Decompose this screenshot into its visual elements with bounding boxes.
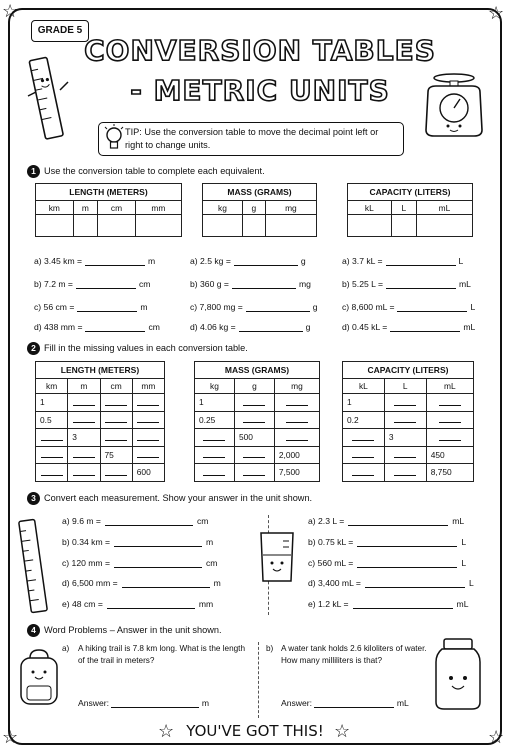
answer-blank[interactable] — [314, 697, 394, 708]
equivalent-prompt: c) 56 cm = — [34, 302, 75, 312]
beaker-mascot-icon — [253, 527, 301, 585]
section-heading: Word Problems – Answer in the unit shown. — [44, 625, 222, 635]
answer-blank[interactable] — [246, 302, 310, 312]
missing-value-cell[interactable] — [36, 464, 68, 482]
column-header: g — [242, 201, 265, 215]
table-row — [195, 394, 320, 412]
convert-item — [308, 599, 468, 609]
table-row — [343, 411, 474, 429]
answer-unit: mm — [198, 599, 214, 609]
missing-value-cell[interactable] — [234, 464, 274, 482]
table-row — [343, 394, 474, 412]
word-problem-b: A water tank holds 2.6 kiloliters of water. How many milliliters is that? — [281, 644, 427, 665]
answer-label: Answer: — [78, 698, 110, 708]
answer-blank[interactable] — [137, 397, 159, 406]
section-number: 4 — [27, 624, 40, 637]
answer-blank[interactable] — [137, 432, 159, 441]
answer-unit: L — [461, 537, 467, 547]
answer-unit: mL — [459, 279, 471, 289]
convert-item — [62, 537, 213, 547]
answer-blank[interactable] — [439, 432, 461, 441]
missing-value-cell[interactable] — [426, 411, 473, 429]
table-caption: LENGTH (METERS) — [36, 184, 182, 201]
table-row — [36, 464, 165, 482]
answer-blank[interactable] — [243, 397, 265, 406]
missing-value-cell[interactable] — [343, 429, 385, 447]
conversion-table — [194, 361, 320, 482]
answer-blank[interactable] — [203, 467, 225, 476]
section-number: 2 — [27, 342, 40, 355]
answer-blank[interactable] — [286, 414, 308, 423]
missing-value-cell[interactable] — [274, 394, 319, 412]
equivalent-prompt: c) 8,600 mL = — [342, 302, 395, 312]
answer-unit: mL — [463, 322, 476, 332]
answer-blank[interactable] — [243, 449, 265, 458]
table-row — [36, 394, 165, 412]
given-value: 2,000 — [274, 446, 319, 464]
equivalent-prompt: a) 2.5 kg = — [190, 256, 231, 266]
answer-unit: m — [148, 256, 156, 266]
answer-blank[interactable] — [137, 449, 159, 458]
given-value: 1 — [36, 394, 68, 412]
convert-prompt: d) 3,400 mL = — [308, 578, 361, 588]
section-number: 3 — [27, 492, 40, 505]
answer-unit: L — [458, 256, 464, 266]
table-caption: CAPACITY (LITERS) — [348, 184, 473, 201]
capacity-table — [347, 183, 473, 237]
answer-blank[interactable] — [203, 449, 225, 458]
convert-prompt: e) 48 cm = — [62, 599, 103, 609]
answer-unit: cm — [148, 322, 160, 332]
table-row — [36, 411, 165, 429]
column-header: cm — [98, 201, 136, 215]
answer-unit: mg — [298, 279, 311, 289]
convert-prompt: b) 0.34 km = — [62, 537, 111, 547]
convert-prompt: b) 0.75 kL = — [308, 537, 354, 547]
answer-blank[interactable] — [41, 449, 63, 458]
answer-blank[interactable] — [73, 467, 95, 476]
column-header: km — [36, 379, 68, 394]
answer-blank[interactable] — [41, 432, 63, 441]
table-cell[interactable] — [391, 215, 416, 237]
given-value: 0.5 — [36, 411, 68, 429]
missing-value-cell[interactable] — [132, 394, 164, 412]
section-heading: Convert each measurement. Show your answer in the unit shown. — [44, 493, 313, 503]
given-value: 1 — [343, 394, 385, 412]
convert-item — [308, 537, 466, 547]
answer-blank[interactable] — [352, 432, 374, 441]
answer-unit: m — [213, 578, 221, 588]
missing-value-cell[interactable] — [274, 429, 319, 447]
convert-item — [62, 578, 221, 588]
answer-blank[interactable] — [353, 599, 453, 609]
missing-value-cell[interactable] — [100, 429, 132, 447]
convert-item — [308, 516, 464, 526]
footer-cheer: YOU'VE GOT THIS! — [186, 722, 324, 740]
table-row — [36, 429, 165, 447]
answer-blank[interactable] — [137, 414, 159, 423]
column-header: g — [234, 379, 274, 394]
convert-prompt: e) 1.2 kL = — [308, 599, 349, 609]
table-row — [195, 464, 320, 482]
answer-blank[interactable] — [439, 414, 461, 423]
missing-value-cell[interactable] — [343, 446, 385, 464]
answer-blank[interactable] — [85, 322, 145, 332]
answer-blank[interactable] — [357, 558, 457, 568]
table-cell[interactable] — [73, 215, 98, 237]
table-cell[interactable] — [242, 215, 265, 237]
tip-box — [98, 122, 404, 156]
table-cell[interactable] — [36, 215, 74, 237]
answer-blank[interactable] — [105, 516, 193, 526]
convert-item — [62, 599, 213, 609]
equivalent-item — [190, 279, 311, 289]
equivalent-prompt: a) 3.7 kL = — [342, 256, 383, 266]
answer-blank[interactable] — [111, 697, 199, 708]
given-value: 1 — [195, 394, 235, 412]
equivalent-prompt: c) 7,800 mg = — [190, 302, 243, 312]
answer-line-b — [281, 697, 409, 708]
missing-value-cell[interactable] — [195, 429, 235, 447]
column-header: L — [391, 201, 416, 215]
answer-blank[interactable] — [348, 516, 448, 526]
answer-unit: cm — [206, 558, 218, 568]
answer-line-a — [78, 697, 209, 708]
answer-unit: g — [300, 256, 306, 266]
given-value: 75 — [100, 446, 132, 464]
answer-blank[interactable] — [232, 279, 296, 289]
answer-blank[interactable] — [77, 302, 137, 312]
tip-text: TIP: Use the conversion table to move the decimal point left or right to change units. — [125, 127, 379, 150]
missing-value-cell[interactable] — [343, 464, 385, 482]
section-heading: Use the conversion table to complete each equivalent. — [44, 166, 265, 176]
length-table — [35, 183, 182, 237]
missing-value-cell[interactable] — [132, 411, 164, 429]
scale-mascot-icon — [418, 68, 490, 140]
answer-blank[interactable] — [352, 467, 374, 476]
grade-badge: GRADE 5 — [31, 20, 89, 42]
missing-value-cell[interactable] — [274, 411, 319, 429]
convert-prompt: a) 2.3 L = — [308, 516, 345, 526]
missing-value-cell[interactable] — [68, 464, 100, 482]
table-cell[interactable] — [265, 215, 316, 237]
answer-blank[interactable] — [73, 397, 95, 406]
table-caption: LENGTH (METERS) — [36, 362, 165, 379]
table-caption: MASS (GRAMS) — [203, 184, 317, 201]
column-divider — [258, 642, 259, 718]
conversion-table — [35, 361, 165, 482]
missing-value-cell[interactable] — [384, 446, 426, 464]
answer-blank[interactable] — [114, 558, 202, 568]
answer-unit: m — [201, 698, 209, 708]
answer-blank[interactable] — [394, 467, 416, 476]
answer-blank[interactable] — [105, 467, 127, 476]
column-header: mg — [265, 201, 316, 215]
answer-blank[interactable] — [394, 397, 416, 406]
answer-unit: mL — [456, 599, 469, 609]
equivalent-item — [342, 256, 463, 266]
answer-blank[interactable] — [85, 256, 145, 266]
table-caption: MASS (GRAMS) — [195, 362, 320, 379]
equivalent-prompt: b) 360 g = — [190, 279, 229, 289]
backpack-mascot-icon — [16, 646, 62, 708]
equivalent-prompt: b) 7.2 m = — [34, 279, 73, 289]
star-icon: ☆ — [158, 721, 175, 741]
given-value: 7,500 — [274, 464, 319, 482]
missing-value-cell[interactable] — [36, 446, 68, 464]
column-header: mg — [274, 379, 319, 394]
answer-unit: L — [468, 578, 474, 588]
column-header: m — [73, 201, 98, 215]
table-cell[interactable] — [98, 215, 136, 237]
missing-value-cell[interactable] — [234, 394, 274, 412]
answer-blank[interactable] — [73, 414, 95, 423]
answer-unit: g — [312, 302, 318, 312]
equivalent-item — [342, 322, 475, 332]
convert-item — [308, 558, 466, 568]
missing-value-cell[interactable] — [426, 429, 473, 447]
conversion-table — [342, 361, 474, 482]
answer-unit: mL — [396, 698, 409, 708]
star-icon: ☆ — [2, 727, 19, 747]
equivalent-item — [342, 302, 475, 312]
missing-value-cell[interactable] — [195, 464, 235, 482]
table-row — [36, 446, 165, 464]
answer-blank[interactable] — [105, 432, 127, 441]
answer-blank[interactable] — [386, 256, 456, 266]
equivalent-item — [190, 322, 310, 332]
missing-value-cell[interactable] — [195, 446, 235, 464]
convert-prompt: c) 120 mm = — [62, 558, 110, 568]
answer-unit: cm — [138, 279, 151, 289]
table-cell[interactable] — [348, 215, 392, 237]
table-row — [343, 464, 474, 482]
given-value: 3 — [384, 429, 426, 447]
convert-prompt: d) 6,500 mm = — [62, 578, 118, 588]
answer-unit: g — [305, 322, 311, 332]
answer-label: Answer: — [281, 698, 313, 708]
answer-blank[interactable] — [286, 397, 308, 406]
equivalent-item — [190, 256, 306, 266]
answer-blank[interactable] — [352, 449, 374, 458]
answer-blank[interactable] — [394, 414, 416, 423]
lightbulb-icon — [104, 124, 124, 154]
convert-item — [62, 558, 217, 568]
answer-blank[interactable] — [41, 467, 63, 476]
equivalent-item — [34, 322, 160, 332]
missing-value-cell[interactable] — [426, 394, 473, 412]
column-header: km — [36, 201, 74, 215]
word-problem-a: A hiking trail is 7.8 km long. What is the length of the trail in meters? — [78, 644, 246, 665]
convert-item — [308, 578, 474, 588]
answer-blank[interactable] — [234, 256, 298, 266]
equivalent-prompt: d) 438 mm = — [34, 322, 83, 332]
given-value: 450 — [426, 446, 473, 464]
column-header: kg — [203, 201, 243, 215]
ruler-icon — [17, 516, 49, 616]
answer-blank[interactable] — [105, 397, 127, 406]
missing-value-cell[interactable] — [132, 446, 164, 464]
given-value: 600 — [132, 464, 164, 482]
equivalent-item — [34, 279, 150, 289]
question-label: b) — [266, 644, 274, 653]
column-header: L — [384, 379, 426, 394]
answer-unit: m — [206, 537, 214, 547]
convert-item — [62, 516, 208, 526]
table-cell[interactable] — [203, 215, 243, 237]
equivalent-item — [342, 279, 471, 289]
answer-blank[interactable] — [203, 432, 225, 441]
missing-value-cell[interactable] — [234, 411, 274, 429]
answer-blank[interactable] — [365, 578, 465, 588]
mass-table — [202, 183, 317, 237]
missing-value-cell[interactable] — [132, 429, 164, 447]
equivalent-item — [34, 256, 155, 266]
answer-blank[interactable] — [73, 449, 95, 458]
answer-unit: m — [140, 302, 148, 312]
column-header: m — [68, 379, 100, 394]
jar-mascot-icon — [432, 636, 484, 712]
missing-value-cell[interactable] — [384, 411, 426, 429]
ruler-mascot-icon — [20, 52, 74, 142]
table-row — [343, 446, 474, 464]
equivalent-item — [34, 302, 148, 312]
column-header: kg — [195, 379, 235, 394]
column-header: mm — [132, 379, 164, 394]
missing-value-cell[interactable] — [100, 411, 132, 429]
missing-value-cell[interactable] — [100, 464, 132, 482]
section-number: 1 — [27, 165, 40, 178]
column-header: kL — [343, 379, 385, 394]
convert-prompt: a) 9.6 m = — [62, 516, 101, 526]
star-icon: ☆ — [488, 727, 505, 747]
answer-blank[interactable] — [243, 467, 265, 476]
answer-blank[interactable] — [122, 578, 210, 588]
answer-blank[interactable] — [76, 279, 136, 289]
missing-value-cell[interactable] — [36, 429, 68, 447]
table-row — [195, 411, 320, 429]
missing-value-cell[interactable] — [68, 411, 100, 429]
missing-value-cell[interactable] — [234, 446, 274, 464]
column-header: mm — [135, 201, 181, 215]
answer-unit: L — [461, 558, 467, 568]
answer-blank[interactable] — [286, 432, 308, 441]
answer-blank[interactable] — [114, 537, 202, 547]
table-row — [343, 429, 474, 447]
answer-blank[interactable] — [386, 279, 456, 289]
table-row — [195, 429, 320, 447]
answer-blank[interactable] — [357, 537, 457, 547]
table-row — [195, 446, 320, 464]
answer-blank[interactable] — [397, 302, 467, 312]
star-icon: ☆ — [2, 1, 19, 21]
given-value: 8,750 — [426, 464, 473, 482]
page-title-line2: - METRIC UNITS — [130, 74, 390, 107]
given-value: 0.25 — [195, 411, 235, 429]
question-label: a) — [62, 644, 70, 653]
answer-blank[interactable] — [239, 322, 303, 332]
answer-blank[interactable] — [107, 599, 195, 609]
equivalent-item — [190, 302, 318, 312]
given-value: 3 — [68, 429, 100, 447]
table-cell[interactable] — [135, 215, 181, 237]
star-icon: ☆ — [488, 3, 505, 23]
column-header: kL — [348, 201, 392, 215]
column-header: mL — [416, 201, 472, 215]
answer-blank[interactable] — [390, 322, 460, 332]
column-header: mL — [426, 379, 473, 394]
missing-value-cell[interactable] — [100, 394, 132, 412]
answer-blank[interactable] — [105, 414, 127, 423]
missing-value-cell[interactable] — [384, 464, 426, 482]
missing-value-cell[interactable] — [68, 394, 100, 412]
star-icon: ☆ — [334, 721, 351, 741]
answer-blank[interactable] — [394, 449, 416, 458]
table-cell[interactable] — [416, 215, 472, 237]
section-heading: Fill in the missing values in each conversion table. — [44, 343, 248, 353]
given-value: 500 — [234, 429, 274, 447]
missing-value-cell[interactable] — [68, 446, 100, 464]
answer-unit: cm — [196, 516, 209, 526]
column-header: cm — [100, 379, 132, 394]
answer-unit: L — [470, 302, 476, 312]
equivalent-prompt: d) 0.45 kL = — [342, 322, 388, 332]
missing-value-cell[interactable] — [384, 394, 426, 412]
given-value: 0.2 — [343, 411, 385, 429]
equivalent-prompt: a) 3.45 km = — [34, 256, 83, 266]
answer-blank[interactable] — [439, 397, 461, 406]
answer-unit: mL — [452, 516, 465, 526]
answer-blank[interactable] — [243, 414, 265, 423]
page-title-line1: CONVERSION TABLES — [84, 34, 436, 67]
equivalent-prompt: d) 4.06 kg = — [190, 322, 236, 332]
convert-prompt: c) 560 mL = — [308, 558, 354, 568]
equivalent-prompt: b) 5.25 L = — [342, 279, 384, 289]
table-caption: CAPACITY (LITERS) — [343, 362, 474, 379]
